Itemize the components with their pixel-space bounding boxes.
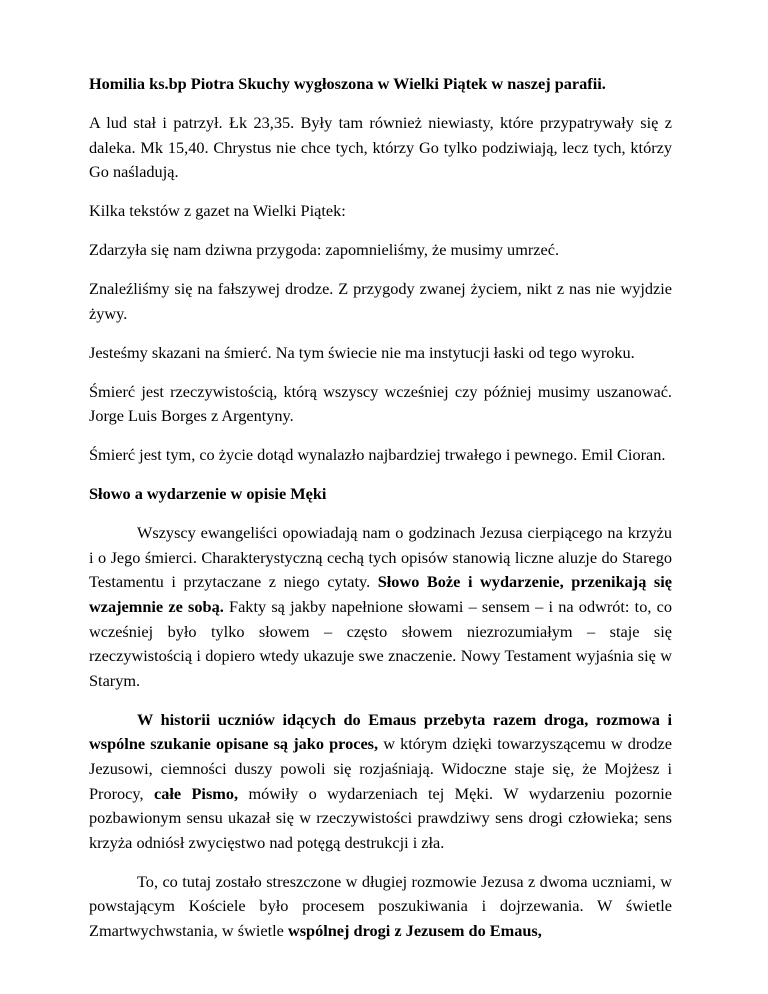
text-run: To, co tutaj zostało streszczone w długiej rozmowie Jezusa z dwoma uczniami, w powstającym Kościele było procesem poszukiwania i dojrzewania. W świetle Zmartwychwstania, w świetle: [89, 871, 672, 940]
quote-paragraph: Śmierć jest tym, co życie dotąd wynalazło najbardziej trwałego i pewnego. Emil Cioran.: [89, 445, 666, 465]
body-paragraph: [89, 870, 672, 944]
quote-paragraph: Znaleźliśmy się na fałszywej drodze. Z przygody zwanej życiem, nikt z nas nie wyjdzie żywy.: [89, 279, 672, 323]
intro-paragraph: A lud stał i patrzył. Łk 23,35. Były tam również niewiasty, które przypatrywały się z daleka. Mk 15,40. Chrystus nie chce tych, którzy Go tylko podziwiają, lecz tych, którzy Go naśladują.: [89, 112, 672, 182]
text-run: w którym dzięki towarzyszącemu w drodze Jezusowi, ciemności duszy powoli się rozjaśniają. Widoczne staje się, że Mojżesz i Prorocy,: [89, 734, 673, 803]
text-run: mówiły o wydarzeniach tej Męki. W wydarzeniu pozornie pozbawionym sensu ukazał się w rzeczywistości prawdziwy sens drogi człowieka; sens krzyża odniósł zwycięstwo nad potęgą destrukcji i zła.: [89, 783, 672, 852]
bold-text-run: całe Pismo,: [153, 783, 239, 803]
bold-text-run: W historii uczniów idących do Emaus przebyta razem droga, rozmowa i wspólne szukanie opisane są jako proces,: [89, 709, 672, 754]
newspapers-intro: Kilka tekstów z gazet na Wielki Piątek:: [89, 201, 346, 221]
bold-text-run: wspólnej drogi z Jezusem do Emaus,: [287, 920, 542, 940]
body-paragraph: [89, 708, 672, 856]
document-page: [89, 72, 672, 958]
quote-paragraph: Zdarzyła się nam dziwna przygoda: zapomnieliśmy, że musimy umrzeć.: [89, 240, 560, 260]
quote-paragraph: Jesteśmy skazani na śmierć. Na tym świecie nie ma instytucji łaski od tego wyroku.: [89, 342, 635, 362]
document-title: Homilia ks.bp Piotra Skuchy wygłoszona w Wielki Piątek w naszej parafii.: [89, 74, 606, 93]
text-run: Fakty są jakby napełnione słowami – sensem – i na odwrót: to, co wcześniej było tylko słowem – często słowem niezrozumiałym – staje się rzeczywistością i dopiero wtedy ukazuje swe znaczenie. Nowy Testament wyjaśnia się w Starym.: [89, 597, 673, 690]
body-paragraph: [89, 521, 672, 693]
text-run: Wszyscy ewangeliści opowiadają nam o godzinach Jezusa cierpiącego na krzyżu i o Jego śmierci. Charakterystyczną cechą tych opisów stanowią liczne aluzje do Starego Testamentu i przytaczane z niego cytaty.: [89, 523, 672, 592]
bold-text-run: Słowo Boże i wydarzenie, przenikają się wzajemnie ze sobą.: [89, 572, 672, 617]
section-heading: Słowo a wydarzenie w opisie Męki: [89, 484, 327, 504]
quote-paragraph: Śmierć jest rzeczywistością, którą wszyscy wcześniej czy później musimy uszanować. Jorge Luis Borges z Argentyny.: [89, 381, 672, 426]
